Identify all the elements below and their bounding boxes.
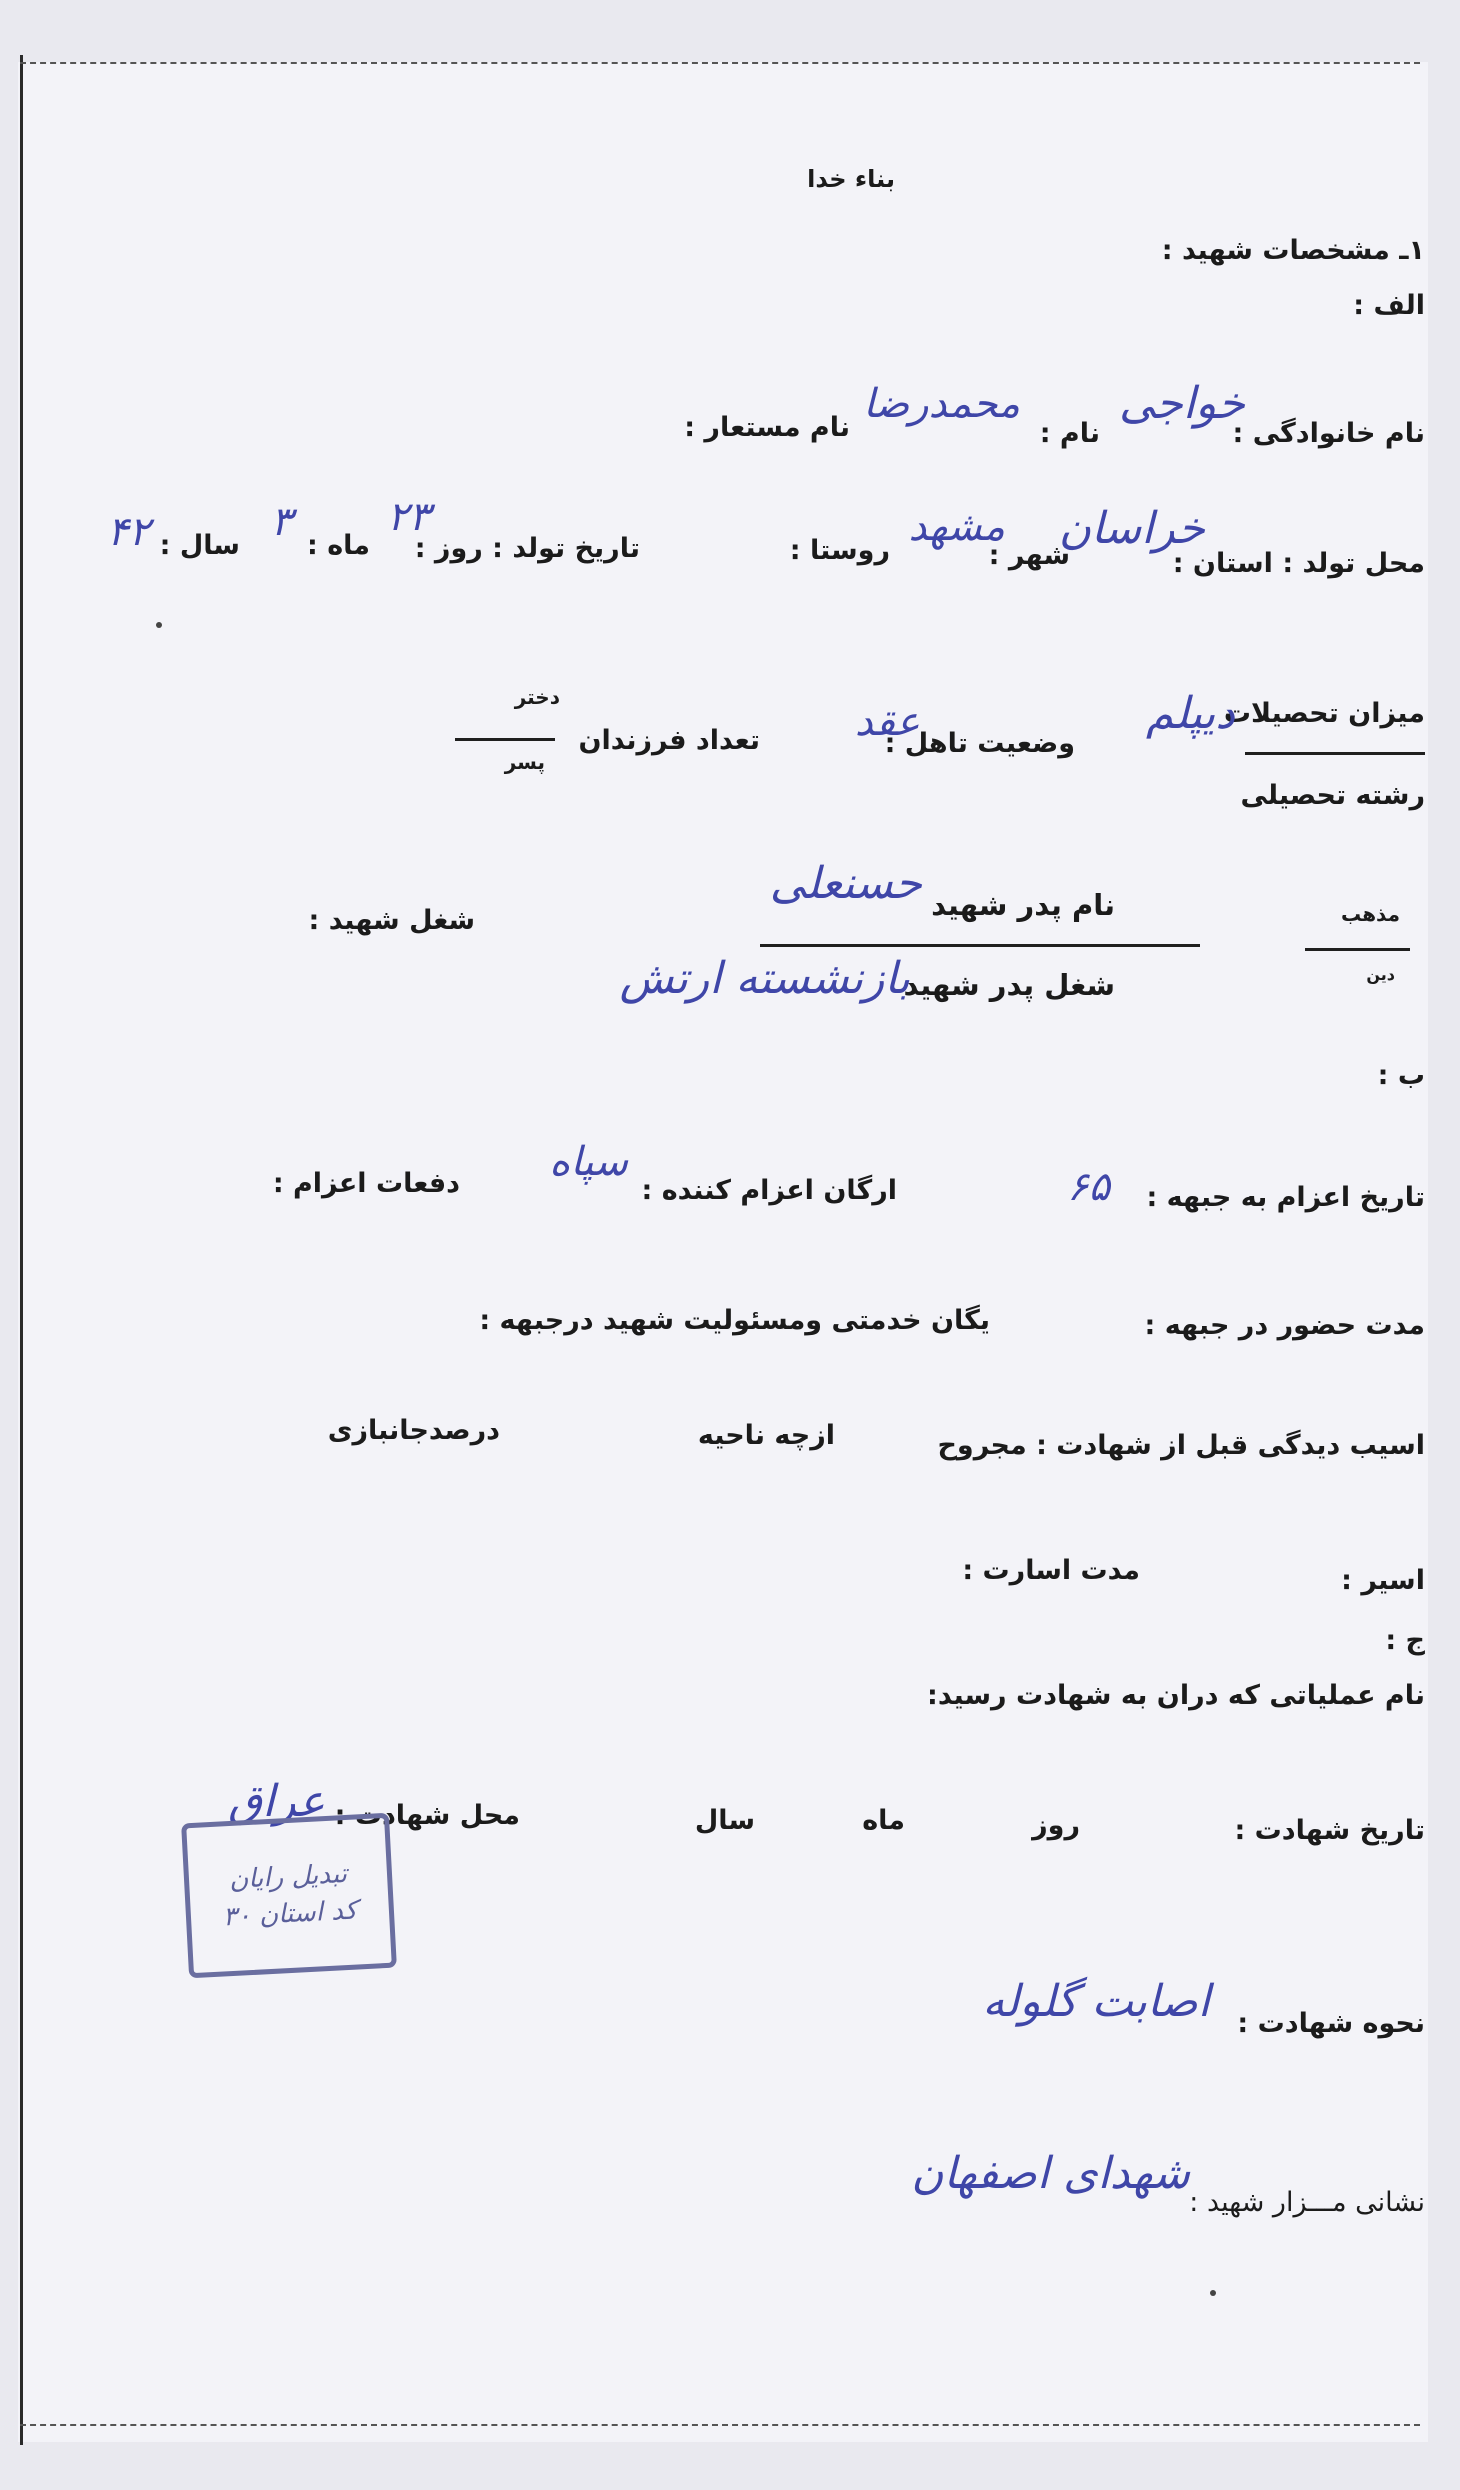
death-month-label: ماه <box>862 1805 905 1836</box>
father-name-value: حسنعلی <box>769 858 922 909</box>
birth-year-value: ۴۲ <box>107 509 150 555</box>
ink-dot <box>1210 2290 1216 2296</box>
unit-label: یگان خدمتی ومسئولیت شهید درجبهه : <box>479 1305 990 1336</box>
page-border-top <box>20 62 1420 64</box>
operation-label: نام عملیاتی که دران به شهادت رسید: <box>927 1680 1425 1711</box>
death-day-label: روز <box>1032 1810 1080 1841</box>
dispatch-org-label: ارگان اعزام کننده : <box>641 1175 897 1206</box>
part-a-label: الف : <box>1353 290 1425 321</box>
father-rule <box>760 944 1200 947</box>
form-heading: بناء خدا <box>807 165 895 193</box>
death-manner-label: نحوه شهادت : <box>1237 2008 1425 2039</box>
marital-label: وضعیت تاهل : <box>884 728 1075 759</box>
children-rule <box>455 738 555 741</box>
education-level-label: میزان تحصیلات <box>1223 698 1425 729</box>
family-name-label: نام خانوادگی : <box>1232 418 1425 449</box>
death-date-label: تاریخ شهادت : <box>1234 1815 1425 1846</box>
dispatch-date-label: تاریخ اعزام به جبهه : <box>1146 1182 1425 1213</box>
birth-year-label: سال : <box>159 530 240 561</box>
birth-month-value: ۳ <box>270 499 292 545</box>
birthdate-label: تاریخ تولد : روز : <box>414 533 640 564</box>
city-label: شهر : <box>988 540 1070 571</box>
father-name-label: نام پدر شهید <box>931 888 1115 922</box>
sect-rule <box>1305 948 1410 951</box>
stamp-line-2: کد استان ۳۰ <box>222 1894 358 1932</box>
part-b-label: ب : <box>1377 1060 1425 1091</box>
section-title: ۱ـ مشخصات شهید : <box>1161 235 1425 266</box>
education-rule <box>1245 752 1425 755</box>
page-border-bottom <box>20 2424 1420 2426</box>
death-year-label: سال <box>694 1805 755 1836</box>
education-field-label: رشته تحصیلی <box>1240 780 1425 811</box>
martyr-job-label: شغل شهید : <box>308 905 475 936</box>
village-label: روستا : <box>789 535 890 566</box>
grave-label: نشانی مـــزار شهید : <box>1189 2187 1425 2218</box>
dispatch-date-value: ۶۵ <box>1067 1164 1110 1210</box>
daughter-label: دختر <box>514 685 560 709</box>
page-border-left <box>20 55 23 2445</box>
death-place-label: محل شهادت : <box>334 1800 520 1831</box>
first-name-value: محمدرضا <box>863 381 1020 427</box>
birthplace-label: محل تولد : استان : <box>1172 548 1425 579</box>
ink-dot <box>156 622 162 628</box>
death-manner-value: اصابت گلوله <box>982 1976 1210 2027</box>
front-duration-label: مدت حضور در جبهه : <box>1144 1310 1425 1341</box>
captivity-duration-label: مدت اسارت : <box>962 1555 1140 1586</box>
city-value: مشهد <box>908 504 1005 550</box>
disability-label: درصدجانبازی <box>327 1415 500 1446</box>
sect-label: مذهب <box>1341 902 1400 926</box>
stamp-line-1: تبدیل رایان <box>228 1859 348 1896</box>
children-label: تعداد فرزندان <box>578 725 760 756</box>
injury-label: اسیب دیدگی قبل از شهادت : مجروح <box>937 1430 1425 1461</box>
part-c-label: ج : <box>1385 1625 1425 1656</box>
religion-label: دین <box>1366 965 1395 984</box>
province-value: خراسان <box>1058 503 1205 554</box>
family-name-value: خواجی <box>1118 378 1245 429</box>
father-job-label: شغل پدر شهید <box>903 968 1115 1002</box>
dispatch-times-label: دفعات اعزام : <box>272 1168 460 1199</box>
marital-value: عقد <box>854 699 920 745</box>
birth-day-value: ۲۳ <box>387 494 430 540</box>
education-level-value: دیپلم <box>1146 688 1235 739</box>
alias-label: نام مستعار : <box>684 412 850 443</box>
death-place-value: عراق <box>228 1776 325 1827</box>
office-stamp <box>181 1813 397 1979</box>
captive-label: اسیر : <box>1341 1565 1425 1596</box>
grave-value: شهدای اصفهان <box>911 2148 1190 2199</box>
father-job-value: بازنشسته ارتش <box>619 953 910 1004</box>
first-name-label: نام : <box>1039 418 1100 449</box>
dispatch-org-value: سپاه <box>549 1139 628 1185</box>
son-label: پسر <box>504 750 545 774</box>
injury-area-label: ازچه ناحیه <box>697 1420 835 1451</box>
birth-month-label: ماه : <box>307 530 370 561</box>
